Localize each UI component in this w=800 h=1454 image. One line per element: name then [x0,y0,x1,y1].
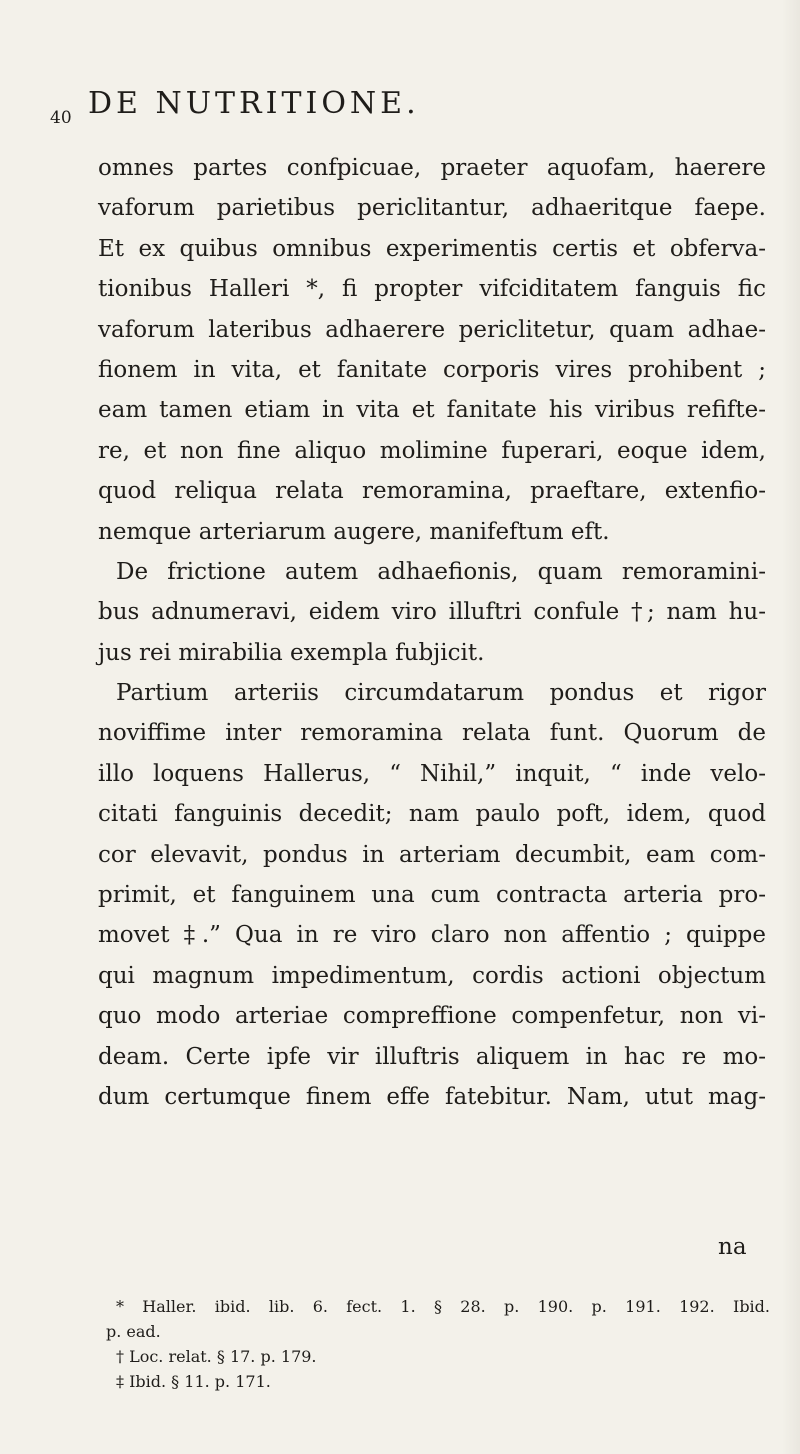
text-line: vaforum lateribus adhaerere periclitetur, quam adhae- [98,316,766,343]
text-line: tionibus Halleri *, fi propter vifciditatem fanguis fic [98,276,766,303]
running-head: DE NUTRITIONE. [88,86,420,121]
footnote-2: † Loc. relat. § 17. p. 179. [116,1347,317,1366]
catchword: na [718,1234,747,1260]
footnotes [106,1294,770,1394]
text-line: nemque arteriarum augere, manifeftum eft. [98,518,610,545]
text-line: dum certumque finem effe fatebitur. Nam, utut mag- [98,1083,766,1110]
text-line: cor elevavit, pondus in arteriam decumbit, eam com- [98,841,766,868]
text-line: primit, et fanguinem una cum contracta arteria pro- [98,882,766,909]
text-line: illo loquens Hallerus, “ Nihil,” inquit, “ inde velo- [98,760,766,787]
text-line: qui magnum impedimentum, cordis actioni objectum [98,962,766,989]
text-line: bus adnumeravi, eidem viro illuftri confule †; nam hu- [98,599,766,626]
page-edge-shadow [782,0,800,1454]
text-line: vaforum parietibus periclitantur, adhaeritque faepe. [98,195,766,222]
page-number: 40 [50,108,72,128]
paragraph-start-line: Partium arteriis circumdatarum pondus et rigor [116,680,766,707]
body-text [98,148,766,1117]
paragraph-start-line: De frictione autem adhaefionis, quam remoramini- [116,558,766,585]
text-line: eam tamen etiam in vita et fanitate his viribus refifte- [98,397,766,424]
footnote-1: * Haller. ibid. lib. 6. fect. 1. § 28. p. 190. p. 191. 192. Ibid. [116,1297,770,1316]
text-line: re, et non fine aliquo molimine fuperari, eoque idem, [98,437,766,464]
footnote-3: ‡ Ibid. § 11. p. 171. [116,1372,271,1391]
text-line: fionem in vita, et fanitate corporis vires prohibent ; [98,356,766,383]
text-line: movet ‡.” Qua in re viro claro non affentio ; quippe [98,922,766,949]
text-line: citati fanguinis decedit; nam paulo poft, idem, quod [98,801,766,828]
text-line: quod reliqua relata remoramina, praeftare, extenfio- [98,478,766,505]
text-line: quo modo arteriae compreffione compenfetur, non vi- [98,1003,766,1030]
text-line: deam. Certe ipfe vir illuftris aliquem in hac re mo- [98,1043,766,1070]
text-line: omnes partes confpicuae, praeter aquofam, haerere [98,155,766,181]
text-line: jus rei mirabilia exempla fubjicit. [98,639,485,666]
footnote-1-continuation: p. ead. [106,1322,161,1341]
text-line: Et ex quibus omnibus experimentis certis et obferva- [98,235,766,262]
page-header [50,80,610,130]
text-line: noviffime inter remoramina relata funt. Quorum de [98,720,766,747]
